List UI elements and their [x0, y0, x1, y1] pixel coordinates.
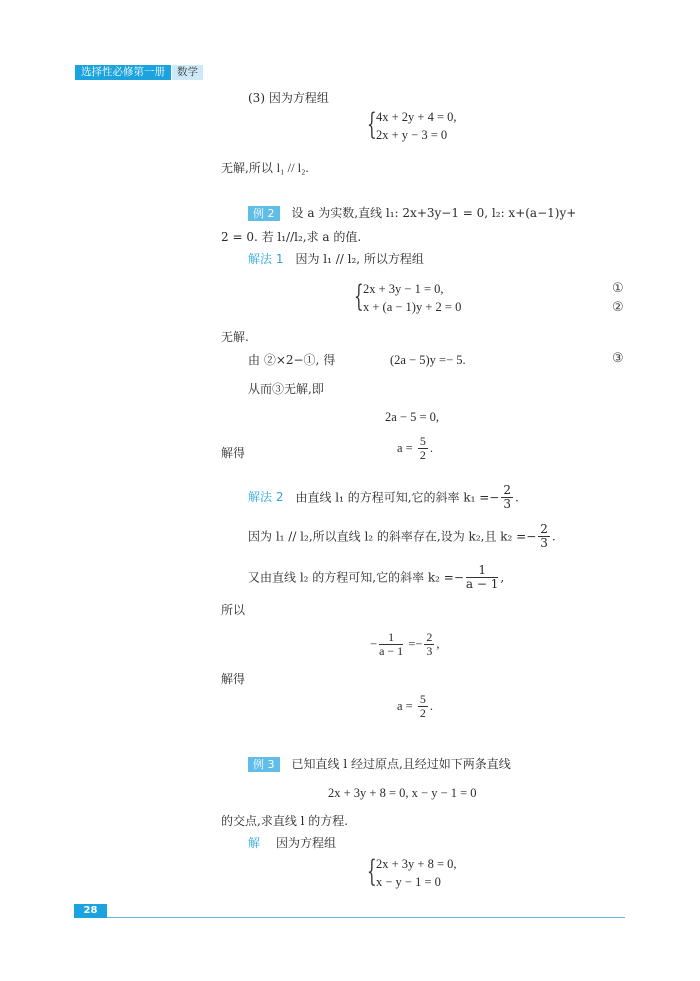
example2-statement-line2: 2 = 0. 若 l₁//l₂,求 a 的值. — [221, 230, 362, 244]
example2-label: 例 2 — [248, 206, 280, 221]
example3-statement-end: 的交点,求直线 l 的方程. — [221, 814, 349, 828]
method1-intro-line: 解法 1 因为 l₁ // l₂, 所以方程组 — [248, 252, 424, 266]
method1-step-text: 由 ②×2−①, 得 — [248, 353, 336, 367]
page-number: 28 — [74, 904, 107, 918]
method2-solve-label: 解得 — [221, 672, 246, 686]
subject-tag: 数学 — [172, 65, 203, 80]
brace-icon: { — [367, 107, 377, 142]
method1-no-solution: 无解. — [221, 330, 249, 344]
method1-solve-label: 解得 — [221, 446, 246, 460]
method2-label: 解法 2 — [248, 490, 284, 504]
part3-intro: (3) 因为方程组 — [248, 91, 329, 105]
example3-lines: 2x + 3y + 8 = 0, x − y − 1 = 0 — [328, 786, 477, 800]
method2-so-label: 所以 — [221, 603, 246, 617]
example2-statement-line1: 例 2 设 a 为实数,直线 l₁: 2x+3y−1 = 0, l₂: x+(a−1)y+ — [248, 205, 576, 221]
footer-divider — [107, 917, 625, 918]
solution-label: 解 — [248, 836, 261, 850]
part3-conclusion: 无解,所以 l₁ // l₂. — [221, 161, 309, 175]
method2-line2: 因为 l₁ // l₂,所以直线 l₂ 的斜率存在,设为 k₂,且 k₂ =− $\frac{2}{3}$ . — [248, 522, 556, 550]
brace-icon: { — [354, 279, 364, 314]
method1-eq: 2a − 5 = 0, — [385, 410, 440, 424]
method1-answer: a = $\frac{5}{2}$ . — [397, 434, 433, 462]
method2-answer: a = $\frac{5}{2}$ . — [397, 692, 433, 720]
book-series-tag: 选择性必修第一册 — [75, 65, 171, 80]
method2-equation: − $\frac{1}{a - 1}$ =− $\frac{2}{3}$ , — [370, 630, 440, 658]
marker-1: ① — [612, 281, 624, 296]
example3-label: 例 3 — [248, 757, 280, 772]
method1-therefore: 从而③无解,即 — [248, 382, 324, 396]
example3-solution-intro: 解 因为方程组 — [248, 836, 337, 850]
marker-2: ② — [612, 300, 624, 315]
method1-label: 解法 1 — [248, 252, 284, 266]
brace-icon: { — [367, 854, 377, 889]
method2-line3: 又由直线 l₂ 的方程可知,它的斜率 k₂ =− $\frac{1}{a - 1}$ , — [248, 563, 505, 591]
method2-line1: 解法 2 由直线 l₁ 的方程可知,它的斜率 k₁ =− $\frac{2}{3}$ . — [248, 483, 519, 511]
method1-step-eq: (2a − 5)y =− 5. — [390, 353, 466, 367]
example3-statement: 例 3 已知直线 l 经过原点,且经过如下两条直线 — [248, 756, 511, 772]
marker-3: ③ — [612, 351, 624, 366]
